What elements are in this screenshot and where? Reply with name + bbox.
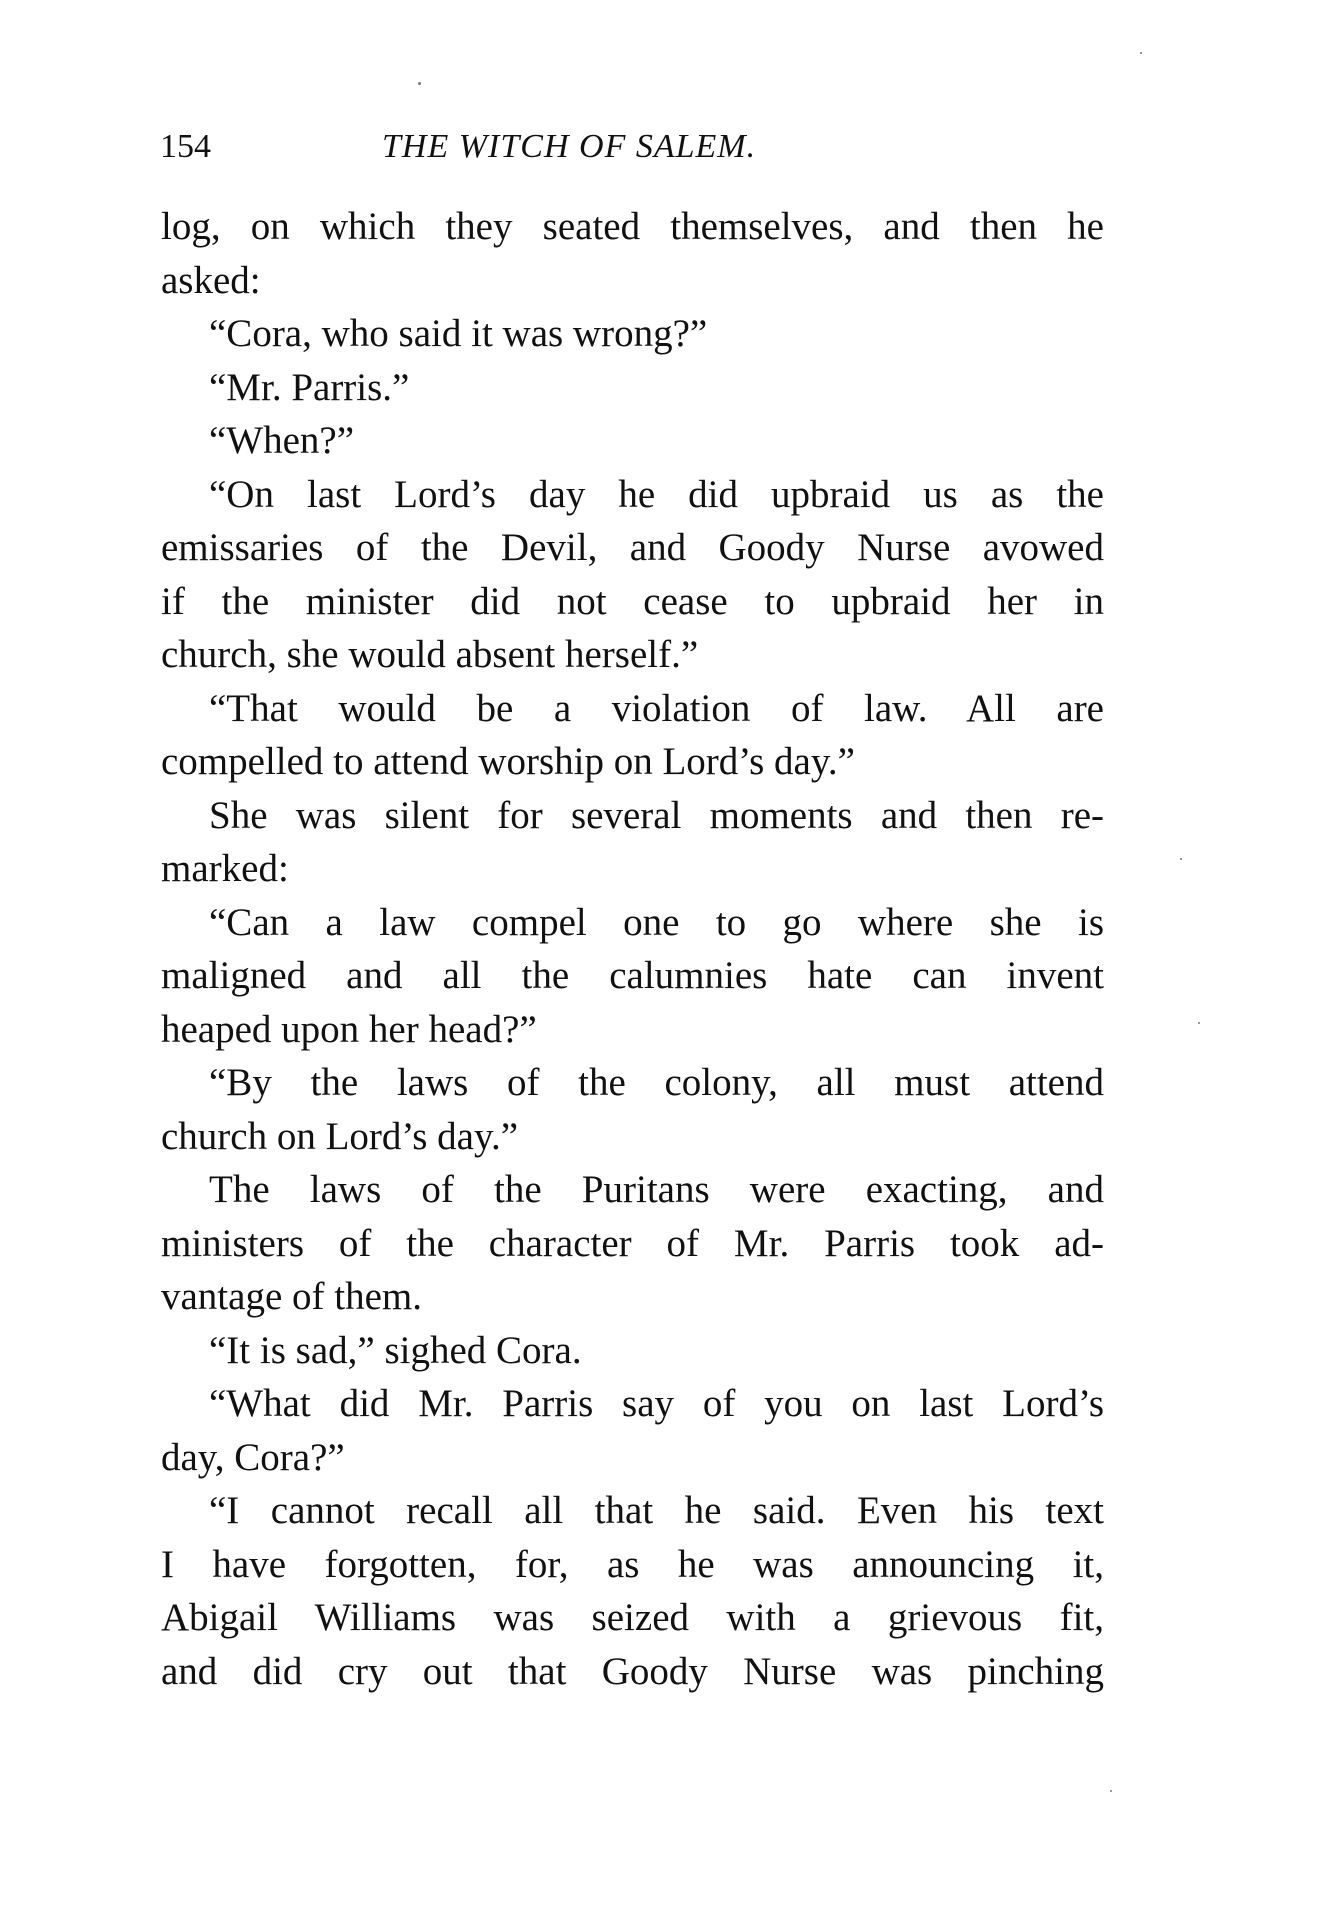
text-line: “I cannot recall all that he said. Even his text: [209, 1489, 1104, 1532]
text-line: if the minister did not cease to upbraid her in: [161, 579, 1104, 623]
page-number: 154: [160, 128, 211, 165]
text-line: “That would be a violation of law. All are: [209, 686, 1104, 730]
text-line: “On last Lord’s day he did upbraid us as the: [209, 472, 1104, 516]
text-line: vantage of them.: [161, 1275, 422, 1318]
text-line: ministers of the character of Mr. Parris took ad-: [161, 1221, 1104, 1265]
scan-speck: [1110, 1790, 1112, 1792]
text-line: marked:: [161, 847, 289, 890]
text-line: log, on which they seated themselves, and then he: [161, 205, 1104, 248]
text-line: “What did Mr. Parris say of you on last Lord’s: [209, 1382, 1104, 1425]
text-line: day, Cora?”: [161, 1435, 345, 1479]
scan-speck: [1180, 858, 1182, 860]
text-line: “Can a law compel one to go where she is: [209, 900, 1104, 944]
text-line: church on Lord’s day.”: [161, 1114, 519, 1158]
text-line: “By the laws of the colony, all must attend: [209, 1061, 1104, 1104]
text-line: asked:: [161, 258, 261, 302]
text-line: maligned and all the calumnies hate can invent: [161, 954, 1104, 997]
scan-speck: [418, 82, 421, 85]
text-line: “It is sad,” sighed Cora.: [209, 1328, 582, 1372]
scan-speck: [1198, 1022, 1200, 1024]
text-line: She was silent for several moments and then re-: [209, 793, 1104, 837]
scan-speck: [1140, 52, 1142, 54]
text-line: and did cry out that Goody Nurse was pinching: [161, 1649, 1104, 1693]
running-header: [160, 128, 1100, 172]
text-line: church, she would absent herself.”: [161, 633, 699, 676]
text-line: Abigail Williams was seized with a grievous fit,: [161, 1596, 1104, 1639]
text-line: compelled to attend worship on Lord’s day.”: [161, 740, 855, 783]
text-line: “Cora, who said it was wrong?”: [209, 312, 708, 355]
text-line: The laws of the Puritans were exacting, and: [209, 1168, 1104, 1211]
running-title: THE WITCH OF SALEM.: [382, 128, 757, 165]
text-line: emissaries of the Devil, and Goody Nurse avowed: [161, 526, 1104, 569]
text-line: heaped upon her head?”: [161, 1007, 537, 1051]
text-line: “Mr. Parris.”: [209, 365, 410, 409]
body-text: [161, 200, 1104, 1698]
text-line: I have forgotten, for, as he was announcing it,: [161, 1542, 1104, 1586]
text-line: “When?”: [209, 419, 355, 462]
